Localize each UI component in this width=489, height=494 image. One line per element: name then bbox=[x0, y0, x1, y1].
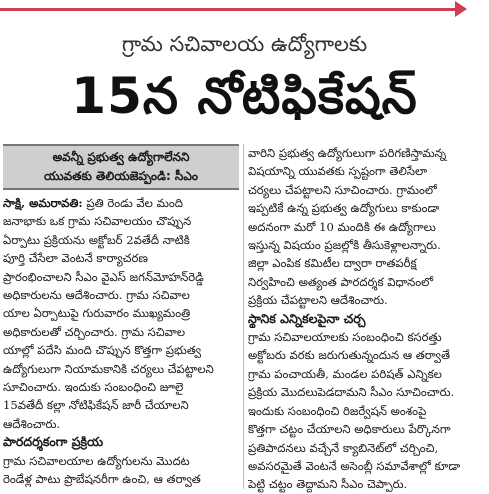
body-line: ప్రక్రియ మొదలుపెడదామని సీఎం సూచించారు. bbox=[248, 385, 455, 400]
body-line: పూర్తి చేసేలా వెంటనే కార్యాచరణ bbox=[3, 251, 148, 266]
body-line: అధికారులను ఆదేశించారు. గ్రామ సచివాల bbox=[3, 288, 190, 303]
body-line: ఆదేశించారు. bbox=[3, 416, 61, 431]
subhead: స్థానిక ఎన్నికలపైనా చర్చ bbox=[248, 310, 366, 326]
body-line: ఇప్పటికే ఉన్న ప్రభుత్వ ఉద్యోగులు కాకుండా bbox=[248, 201, 440, 216]
body-line: నిర్వహించి అత్యంత పారదర్శక విధానంలో bbox=[248, 274, 434, 289]
body-line: వారిని ప్రభుత్వ ఉద్యోగులుగా పరిగణిస్తామన్న bbox=[248, 146, 447, 160]
body-line: రెండేళ్ల పాటు ప్రొబేషనరీగా ఉంచి, ఆ తర్వాత bbox=[3, 472, 201, 487]
body-line: యాల్లో పదేసి మంది చొప్పున కొత్తగా ప్రభుత్వ bbox=[3, 343, 202, 358]
body-line: కొత్తగా చట్టం చేయాలని అధికారులు పేర్కొనగా bbox=[248, 422, 451, 437]
kicker: గ్రామ సచివాలయ ఉద్యోగాలకు bbox=[121, 32, 368, 56]
body-line: ప్రారంభించాలని సీఎం వైఎస్ జగన్‌మోహన్‌రెడ్డి bbox=[3, 269, 204, 284]
body-line: అక్టోబరు వరకు జరుగుతున్నందున ఆ తర్వాతే bbox=[248, 348, 450, 363]
body-line: యాల ఏర్పాటుపై గురువారం ముఖ్యమంత్రి bbox=[3, 306, 191, 321]
body-line: ప్రక్రియ చేపట్టాలని ఆదేశించారు. bbox=[248, 293, 388, 308]
body-line: గ్రామ సచివాలయాలకు సంబంధించి కసరత్తు bbox=[248, 330, 442, 345]
body-line: ఇస్తున్న విషయం ప్రజల్లోకి తీసుకెళ్లాలన్నారు. bbox=[248, 238, 441, 253]
deck-line: అవన్నీ ప్రభుత్వ ఉద్యోగాలేనని bbox=[52, 150, 190, 164]
body-line: సూచించారు. ఇందుకు సంబంధించి జూలై bbox=[3, 380, 184, 395]
arrow-right-icon bbox=[455, 1, 467, 17]
body-line: అవసరమైతే వెంటనే అసెంబ్లీ సమావేశాల్లో కూడా bbox=[248, 458, 461, 473]
body-line: అధికారులతో చర్చించారు. గ్రామ సచివాల bbox=[3, 324, 186, 339]
body-line: పెట్టి చట్టం తెద్దామని సీఎం చెప్పారు. bbox=[248, 477, 408, 492]
subhead: పారదర్శకంగా ప్రక్రియ bbox=[3, 434, 104, 450]
headline: 15న నోటిఫికేషన్ bbox=[71, 67, 418, 125]
top-rule bbox=[0, 8, 458, 11]
deck-box bbox=[3, 144, 239, 190]
column-divider bbox=[243, 144, 244, 489]
body-line: చర్యలు చేపట్టాలని సూచించారు. గ్రామంలో bbox=[248, 182, 437, 197]
left-column bbox=[3, 144, 239, 489]
body-line: ఏర్పాటు ప్రక్రియను అక్టోబర్ 2వతేదీ నాటికి bbox=[3, 232, 190, 247]
body-line: గ్రామ సచివాలయాల ఉద్యోగులను మొదట bbox=[3, 453, 190, 468]
body-line: జిల్లా ఎంపిక కమిటీల ద్వారా రాతపరీక్ష bbox=[248, 256, 417, 271]
body-line: జనాభాకు ఒక గ్రామ సచివాలయం చొప్పున bbox=[3, 214, 192, 229]
body-line: ఉద్యోగులుగా నియామకానికి చర్యలు చేపట్టాలని bbox=[3, 361, 214, 376]
body-line: ప్రతిపాదనలు వచ్చేనే క్యాబినెట్‌లో చర్చించి, bbox=[248, 440, 439, 455]
body-line: విషయాన్ని యువతకు స్పష్టంగా తెలిసేలా bbox=[248, 164, 428, 179]
right-column bbox=[248, 144, 486, 494]
deck-line: యువతకు తెలియజెప్పండి: సీఎం bbox=[44, 169, 198, 183]
body-text: ప్రతి రెండు వేల మంది bbox=[86, 196, 183, 210]
body-line: అదనంగా మరో 10 మందికి ఈ ఉద్యోగాలు bbox=[248, 219, 436, 234]
body-line: 15వతేదీ కల్లా నోటిఫికేషన్ జారీ చేయాలని bbox=[3, 398, 189, 413]
body-line: గ్రామ పంచాయతీ, మండల పరిషత్ ఎన్నికల bbox=[248, 366, 442, 381]
body-line bbox=[3, 194, 239, 212]
dateline: సాక్షి, అమరావతి: bbox=[3, 196, 83, 210]
body-line: ఇందుకు సంబంధించి రిజర్వేషన్ అంశంపై bbox=[248, 403, 427, 418]
